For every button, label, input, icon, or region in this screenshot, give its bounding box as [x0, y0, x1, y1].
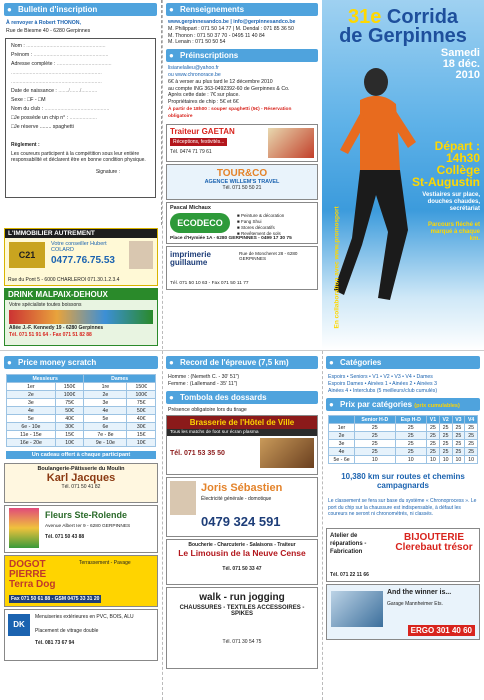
menuiserie-logo: DK — [8, 614, 30, 636]
table-cell: 25 — [452, 424, 465, 432]
ad-fleurs-phone: Tél. 071 50 43 88 — [45, 534, 85, 540]
table-cell: 25 — [439, 424, 452, 432]
table-row — [7, 423, 156, 431]
cover-depart: Départ : 14h30 Collège St-Augustin — [412, 139, 480, 189]
table-cell: 1re — [84, 383, 127, 391]
table-cell: 16e - 20e — [7, 439, 56, 447]
table-cell: 7e - 8e — [84, 431, 127, 439]
ad-drink-extra: Allée J.-F. Kennedy 19 - 6280 Gerpinnes — [9, 325, 104, 331]
table-cell: 9e - 10e — [84, 439, 127, 447]
table-cell: 2e — [7, 391, 56, 399]
car-image — [331, 591, 383, 627]
ad-bijouterie-phone: Tél. 071 22 11 66 — [330, 571, 369, 578]
table-row — [7, 415, 156, 423]
table-cell: 15€ — [55, 431, 83, 439]
preinscriptions-text3: Après cette date : 7€ sur place. — [168, 92, 240, 99]
table-cell: 25 — [452, 432, 465, 440]
ad-jogging — [166, 587, 318, 669]
ad-boulangerie-phone: Tél. 071 50 41 82 — [61, 484, 101, 490]
table-cell: 100€ — [127, 391, 156, 399]
ad-joris-phone: 0479 324 591 — [201, 514, 281, 530]
left-ads — [0, 226, 162, 350]
ad-immobilier-extra: Rue du Pont 5 - 6000 CHARLEROI 071.30.1.2.3.4 — [8, 277, 120, 283]
ad-joris-name: Joris Sébastien — [201, 482, 283, 495]
ad-drink-text: Votre spécialiste toutes boissons — [9, 302, 82, 308]
ad-winner-text: Garage Mannheimer Ets. — [387, 600, 443, 607]
ad-jogging-name: walk - run jogging — [199, 592, 285, 604]
ad-winner-phone: ERGO 301 40 60 — [408, 625, 475, 636]
table-cell: 25 — [395, 424, 427, 432]
record-panel — [162, 350, 322, 700]
ad-menuiseries-phone: Tél. 081 73 67 94 — [35, 640, 75, 646]
bulletin-renvoyer: À renvoyer à Robert THONON, — [6, 20, 81, 26]
prize-table — [6, 374, 156, 447]
avatar — [129, 241, 153, 269]
table-cell: 10 — [395, 456, 427, 464]
table-cell: 25 — [427, 432, 440, 440]
table-cell: 2e — [84, 391, 127, 399]
registration-form — [5, 38, 156, 198]
table-cell: 6e - 10e — [7, 423, 56, 431]
avatar — [170, 481, 196, 515]
ad-tourco — [166, 164, 318, 200]
prize-title: ● Price money scratch — [4, 356, 158, 369]
table-cell: 3e — [329, 440, 355, 448]
ad-ecodeco-phone: Place d'Hymiée 1A - 6280 GERPINNES - 0499 17 30 75 — [170, 235, 292, 241]
prize-col-dames: Dames — [84, 375, 156, 383]
table-cell: 25 — [465, 448, 478, 456]
table-cell: 1er — [7, 383, 56, 391]
table-row — [329, 432, 478, 440]
categories-title: ● Catégories — [326, 356, 480, 369]
ad-menuiseries-name: Menuiseries extérieures en PVC, BOIS, ALU — [35, 614, 134, 620]
ad-bijouterie — [326, 528, 480, 582]
classement-text: Le classement se fera sur base du système « Chronoprocess ». Le port du chip sur la chaussure est indispensable, à défaut les coureurs ne seront ni chronométrés, ni classés. — [328, 498, 477, 518]
table-row — [7, 399, 156, 407]
table-row — [329, 448, 478, 456]
ad-limousin-name: Le Limousin de la Neuve Cense — [178, 548, 306, 559]
table-cell: 2e — [329, 432, 355, 440]
flowers-image — [9, 508, 39, 548]
table-cell: 25 — [439, 448, 452, 456]
categories-line1: Espoirs • Seniors • V1 • V2 • V3 • V4 • Dames — [328, 374, 433, 380]
ad-immobilier-phone: 0477.76.75.53 — [51, 255, 115, 266]
ad-jogging-text: CHAUSSURES - TEXTILES ACCESSOIRES - SPIKES — [179, 605, 305, 618]
renseignements-title: ● Renseignements — [166, 3, 318, 16]
prize-col-hommes: Messieurs — [7, 375, 84, 383]
table-cell: 25 — [465, 424, 478, 432]
table-cell: 10 — [452, 456, 465, 464]
reglement-text: Les coureurs participent à la compétition sous leur entière responsabilité et déclarent être en bonne condition physique. — [11, 150, 146, 163]
form-field-adresse[interactable]: Adresse complète : ...................................... — [11, 60, 112, 67]
cover-title — [328, 8, 478, 46]
runner-image — [330, 60, 420, 310]
table-cell: 25 — [355, 448, 396, 456]
table-cell: 25 — [427, 440, 440, 448]
ad-traiteur-text: Réceptions, festivités... — [170, 138, 227, 146]
table-cell: 25 — [452, 448, 465, 456]
reglement-title: Règlement : — [11, 141, 40, 148]
ad-boulangerie-text: Karl Jacques — [46, 472, 116, 484]
table-cell: 50€ — [127, 407, 156, 415]
ad-ecodeco-text: Pascal Michaux — [170, 204, 211, 211]
form-field-spaghetti[interactable]: □Je réserve ........ spaghetti — [11, 123, 74, 130]
cover-edition: 31e — [347, 6, 382, 28]
ad-bijouterie-name: BIJOUTERIE Clerebaut trésor — [395, 531, 473, 553]
form-field-chip[interactable]: □Je possède un chip n° : ................... — [11, 114, 97, 121]
table-cell: 25 — [439, 432, 452, 440]
cover-title-2: de Gerpinnes — [339, 25, 467, 47]
cover-parcours: Parcours fléché et marqué à chaque km. — [427, 222, 480, 242]
table-cell: 25 — [355, 424, 396, 432]
ad-immobilier-text: Votre conseiller Hubert COLARD — [51, 241, 107, 253]
ad-fleurs-text: Avenue Albert Ier 9 - 6280 GERPINNES — [45, 524, 131, 529]
table-cell: 10 — [427, 456, 440, 464]
cover-title-1: Corrida — [386, 6, 459, 28]
ad-limousin — [166, 539, 318, 585]
table-cell: 11e - 15e — [7, 431, 56, 439]
table-header-cell — [329, 416, 355, 424]
preinscriptions-email[interactable]: lisianelalieu@yahoo.fr — [168, 65, 219, 72]
ad-drink-name: DRINK MALPAIX-DEHOUX — [5, 289, 157, 300]
ad-fleurs-name: Fleurs Ste-Rolende — [45, 510, 128, 520]
tombola-title: ● Tombola des dossards — [166, 391, 318, 404]
table-cell: 10 — [465, 456, 478, 464]
table-cell: 25 — [355, 432, 396, 440]
ad-winner-name: And the winner is... — [387, 588, 452, 596]
signature-label: Signature : — [95, 168, 120, 175]
table-cell: 75€ — [127, 399, 156, 407]
table-cell: 3e — [84, 399, 127, 407]
cover-date: Samedi 18 déc. 2010 — [440, 47, 480, 81]
table-row — [7, 431, 156, 439]
form-field-adresse-3[interactable]: ............................................................... — [11, 78, 102, 85]
preinscriptions-text1: 6€ à verser au plus tard le 12 décembre 2010 — [168, 78, 273, 85]
century21-logo: C21 — [9, 242, 45, 268]
table-cell: 10€ — [127, 439, 156, 447]
table-cell: 25 — [395, 448, 427, 456]
ad-jogging-phone: Tél. 071 30 54 75 — [222, 639, 262, 646]
prix-cat-table — [328, 415, 478, 464]
preinscriptions-text2: au compte ING 363-0492392-60 de Gerpinnes & Co. — [168, 85, 290, 92]
table-cell: 4e — [329, 448, 355, 456]
table-cell: 30€ — [127, 423, 156, 431]
table-header-cell: V2 — [439, 416, 452, 424]
form-field-sexe[interactable]: Sexe : □F - □M — [11, 96, 46, 103]
record-title: ● Record de l'épreuve (7,5 km) — [166, 356, 318, 369]
ad-limousin-text: Boucherie - Charcuterie - Salaisons - Traiteur — [188, 542, 296, 549]
preinscriptions-title: ● Préinscriptions — [166, 49, 318, 62]
contact-2: M. Thonon : 071 50 37 70 - 0495 11 40 84 — [168, 32, 265, 39]
tombola-text: Présence obligatoire lors du tirage — [168, 406, 247, 413]
table-cell: 75€ — [55, 399, 83, 407]
table-row — [7, 407, 156, 415]
categories-line3: Ainées 4 • Interclubs (5 meilleurs/club cumulés) — [328, 387, 438, 394]
ecodeco-services: ■ Peinture & décoration ■ Fang Shui ■ Stores décoratifs ■ Revêtement de sols — [237, 212, 285, 236]
table-cell: 50€ — [55, 407, 83, 415]
prize-panel — [0, 350, 162, 700]
ad-imprimerie-text: Rue de Moncheret 28 - 6280 GERPINNES — [239, 250, 298, 261]
table-cell: 25 — [439, 440, 452, 448]
preinscriptions-text4: Propriétaires de chip : 5€ et 6€ — [168, 99, 239, 106]
ad-terradog-name: DOGOT PIERRE Terra Dog — [9, 559, 56, 590]
ad-terradog-phone: Fax 071 50 61 88 - GSM 0475 33 31 20 — [11, 596, 100, 602]
renseignements-site[interactable]: www.gerpinnesandco.be | info@gerpinnesandco.be — [168, 19, 296, 25]
table-cell: 25 — [452, 440, 465, 448]
food-image — [268, 128, 314, 158]
ad-traiteur-name: Traiteur GAETAN — [170, 126, 235, 136]
bulletin-title: ● Bulletin d'inscription — [4, 3, 157, 16]
table-cell: 40€ — [127, 415, 156, 423]
table-cell: 3e — [7, 399, 56, 407]
table-header-cell: V1 — [427, 416, 440, 424]
drinks-image — [9, 310, 153, 324]
cover-panel — [322, 0, 484, 350]
ad-joris-text: Électricité générale - domotique — [201, 496, 272, 503]
table-cell: 10€ — [55, 439, 83, 447]
ad-boulangerie — [4, 463, 158, 503]
form-field-naissance[interactable]: Date de naissance : ......./......./........... — [11, 87, 98, 94]
prize-cadeau: Un cadeau offert à chaque participant — [6, 451, 156, 459]
ad-traiteur-phone: Tél. 0474 71 79 61 — [170, 148, 212, 155]
ad-limousin-phone: Tél. 071 50 33 47 — [222, 566, 262, 573]
table-row — [7, 391, 156, 399]
ad-imprimerie-phone: Tél. 071 50 10 63 - Fax 071 50 11 77 — [170, 280, 249, 286]
table-cell: 25 — [427, 424, 440, 432]
table-row — [329, 440, 478, 448]
ad-menuiseries-text: Placement de vitrage double — [35, 628, 99, 634]
table-row — [7, 383, 156, 391]
preinscriptions-web[interactable]: ou www.chronorace.be — [168, 71, 221, 78]
categories-panel — [322, 350, 484, 700]
table-header-cell: V4 — [465, 416, 478, 424]
brasserie-image — [260, 438, 314, 468]
cover-vestiaires: Vestiaires sur place, douches chaudes, secrétariat — [422, 192, 480, 212]
table-cell: 100€ — [55, 391, 83, 399]
table-cell: 25 — [465, 432, 478, 440]
contact-1: M. Philippart : 071 50 14 77 | M. Dendal : 071 85 36 50 — [168, 25, 294, 32]
table-cell: 6e — [84, 423, 127, 431]
record-femme: Femme : (Lallemand - 35' 11") — [168, 380, 238, 387]
ad-drink — [4, 288, 158, 346]
table-cell: 5e — [84, 415, 127, 423]
bulletin-panel — [0, 0, 162, 225]
table-cell: 40€ — [55, 415, 83, 423]
form-field-club[interactable]: Nom du club : ............................................. — [11, 105, 110, 112]
contact-3: M. Lenain : 071 50 50 54 — [168, 39, 226, 46]
ad-joris — [166, 477, 318, 537]
table-cell: 150€ — [127, 383, 156, 391]
ad-boulangerie-name: Boulangerie-Pâtisserie du Moulin — [37, 466, 125, 472]
table-cell: 4e — [84, 407, 127, 415]
cover-collab: En collaboration avec www.promosport — [333, 206, 341, 329]
table-row — [7, 439, 156, 447]
form-field-nom[interactable]: Nom : ....................................................... — [11, 42, 106, 49]
ad-immobilier-name: L'IMMOBILIER AUTREMENT — [5, 229, 157, 238]
distance-text: 10,380 km sur routes et chemins campagnards — [341, 472, 465, 491]
ad-menuiseries — [4, 609, 158, 661]
table-header-cell: V3 — [452, 416, 465, 424]
categories-line2: Espoirs Dames • Ainées 1 • Ainées 2 • Ainées 3 — [328, 380, 437, 387]
ad-terradog — [4, 555, 158, 607]
table-cell: 5e — [7, 415, 56, 423]
table-cell: 4e — [7, 407, 56, 415]
ad-brasserie-text: Tous les matchs de foot sur écran plasma — [167, 429, 317, 436]
table-cell: 1er — [329, 424, 355, 432]
table-row — [329, 424, 478, 432]
ad-winner — [326, 584, 480, 640]
ad-ecodeco — [166, 202, 318, 244]
table-cell: 25 — [395, 432, 427, 440]
table-cell: 25 — [395, 440, 427, 448]
table-cell: 30€ — [55, 423, 83, 431]
table-cell: 5e - 6e — [329, 456, 355, 464]
record-hommes: Homme : (Nemeth C. - 30' 51") — [168, 374, 240, 380]
bulletin-address: Rue de Biesme 40 - 6280 Gerpinnes — [6, 27, 91, 34]
table-cell: 25 — [427, 448, 440, 456]
ad-tourco-name: TOUR&CO — [216, 167, 268, 179]
ad-brasserie-phone: Tél. 071 53 35 50 — [170, 450, 225, 458]
ad-bijouterie-text: Atelier de réparations - Fabrication — [330, 532, 367, 555]
ad-ecodeco-name: ECODECO — [170, 213, 230, 233]
ad-imprimerie-name: imprimerie guillaume — [170, 249, 211, 267]
ad-immobilier — [4, 228, 158, 286]
table-cell: 10 — [355, 456, 396, 464]
table-header-cell: Esp H-D — [395, 416, 427, 424]
form-field-adresse-2[interactable]: ............................................................... — [11, 69, 102, 76]
table-row — [329, 456, 478, 464]
ad-drink-phone: Tél. 071 51 91 64 - Fax 071 51 82 88 — [9, 332, 92, 338]
table-cell: 150€ — [55, 383, 83, 391]
table-cell: 15€ — [127, 431, 156, 439]
ad-brasserie-name: Brasserie de l'Hôtel de Ville — [167, 416, 317, 429]
ad-brasserie — [166, 415, 318, 475]
ad-fleurs — [4, 505, 158, 553]
form-field-prenom[interactable]: Prénom : .................................................... — [11, 51, 109, 58]
table-cell: 25 — [355, 440, 396, 448]
table-header-cell: Senior H-D — [355, 416, 396, 424]
infos-panel — [162, 0, 322, 350]
ad-traiteur — [166, 124, 318, 162]
ad-tourco-text: AGENCE WILLEM'S TRAVEL — [204, 178, 280, 185]
spaghetti-note: À partir de 18h00 : souper spaghetti (5€) - Réservation obligatoire — [168, 106, 292, 119]
prix-cat-title: ● Prix par catégories (prix cumulables) — [326, 398, 480, 411]
ad-tourco-phone: Tél. 071 50 50 21 — [222, 184, 262, 191]
table-cell: 25 — [465, 440, 478, 448]
table-cell: 10 — [439, 456, 452, 464]
ad-imprimerie — [166, 246, 318, 290]
ad-terradog-text: Terrassement - Pavage — [79, 560, 131, 566]
